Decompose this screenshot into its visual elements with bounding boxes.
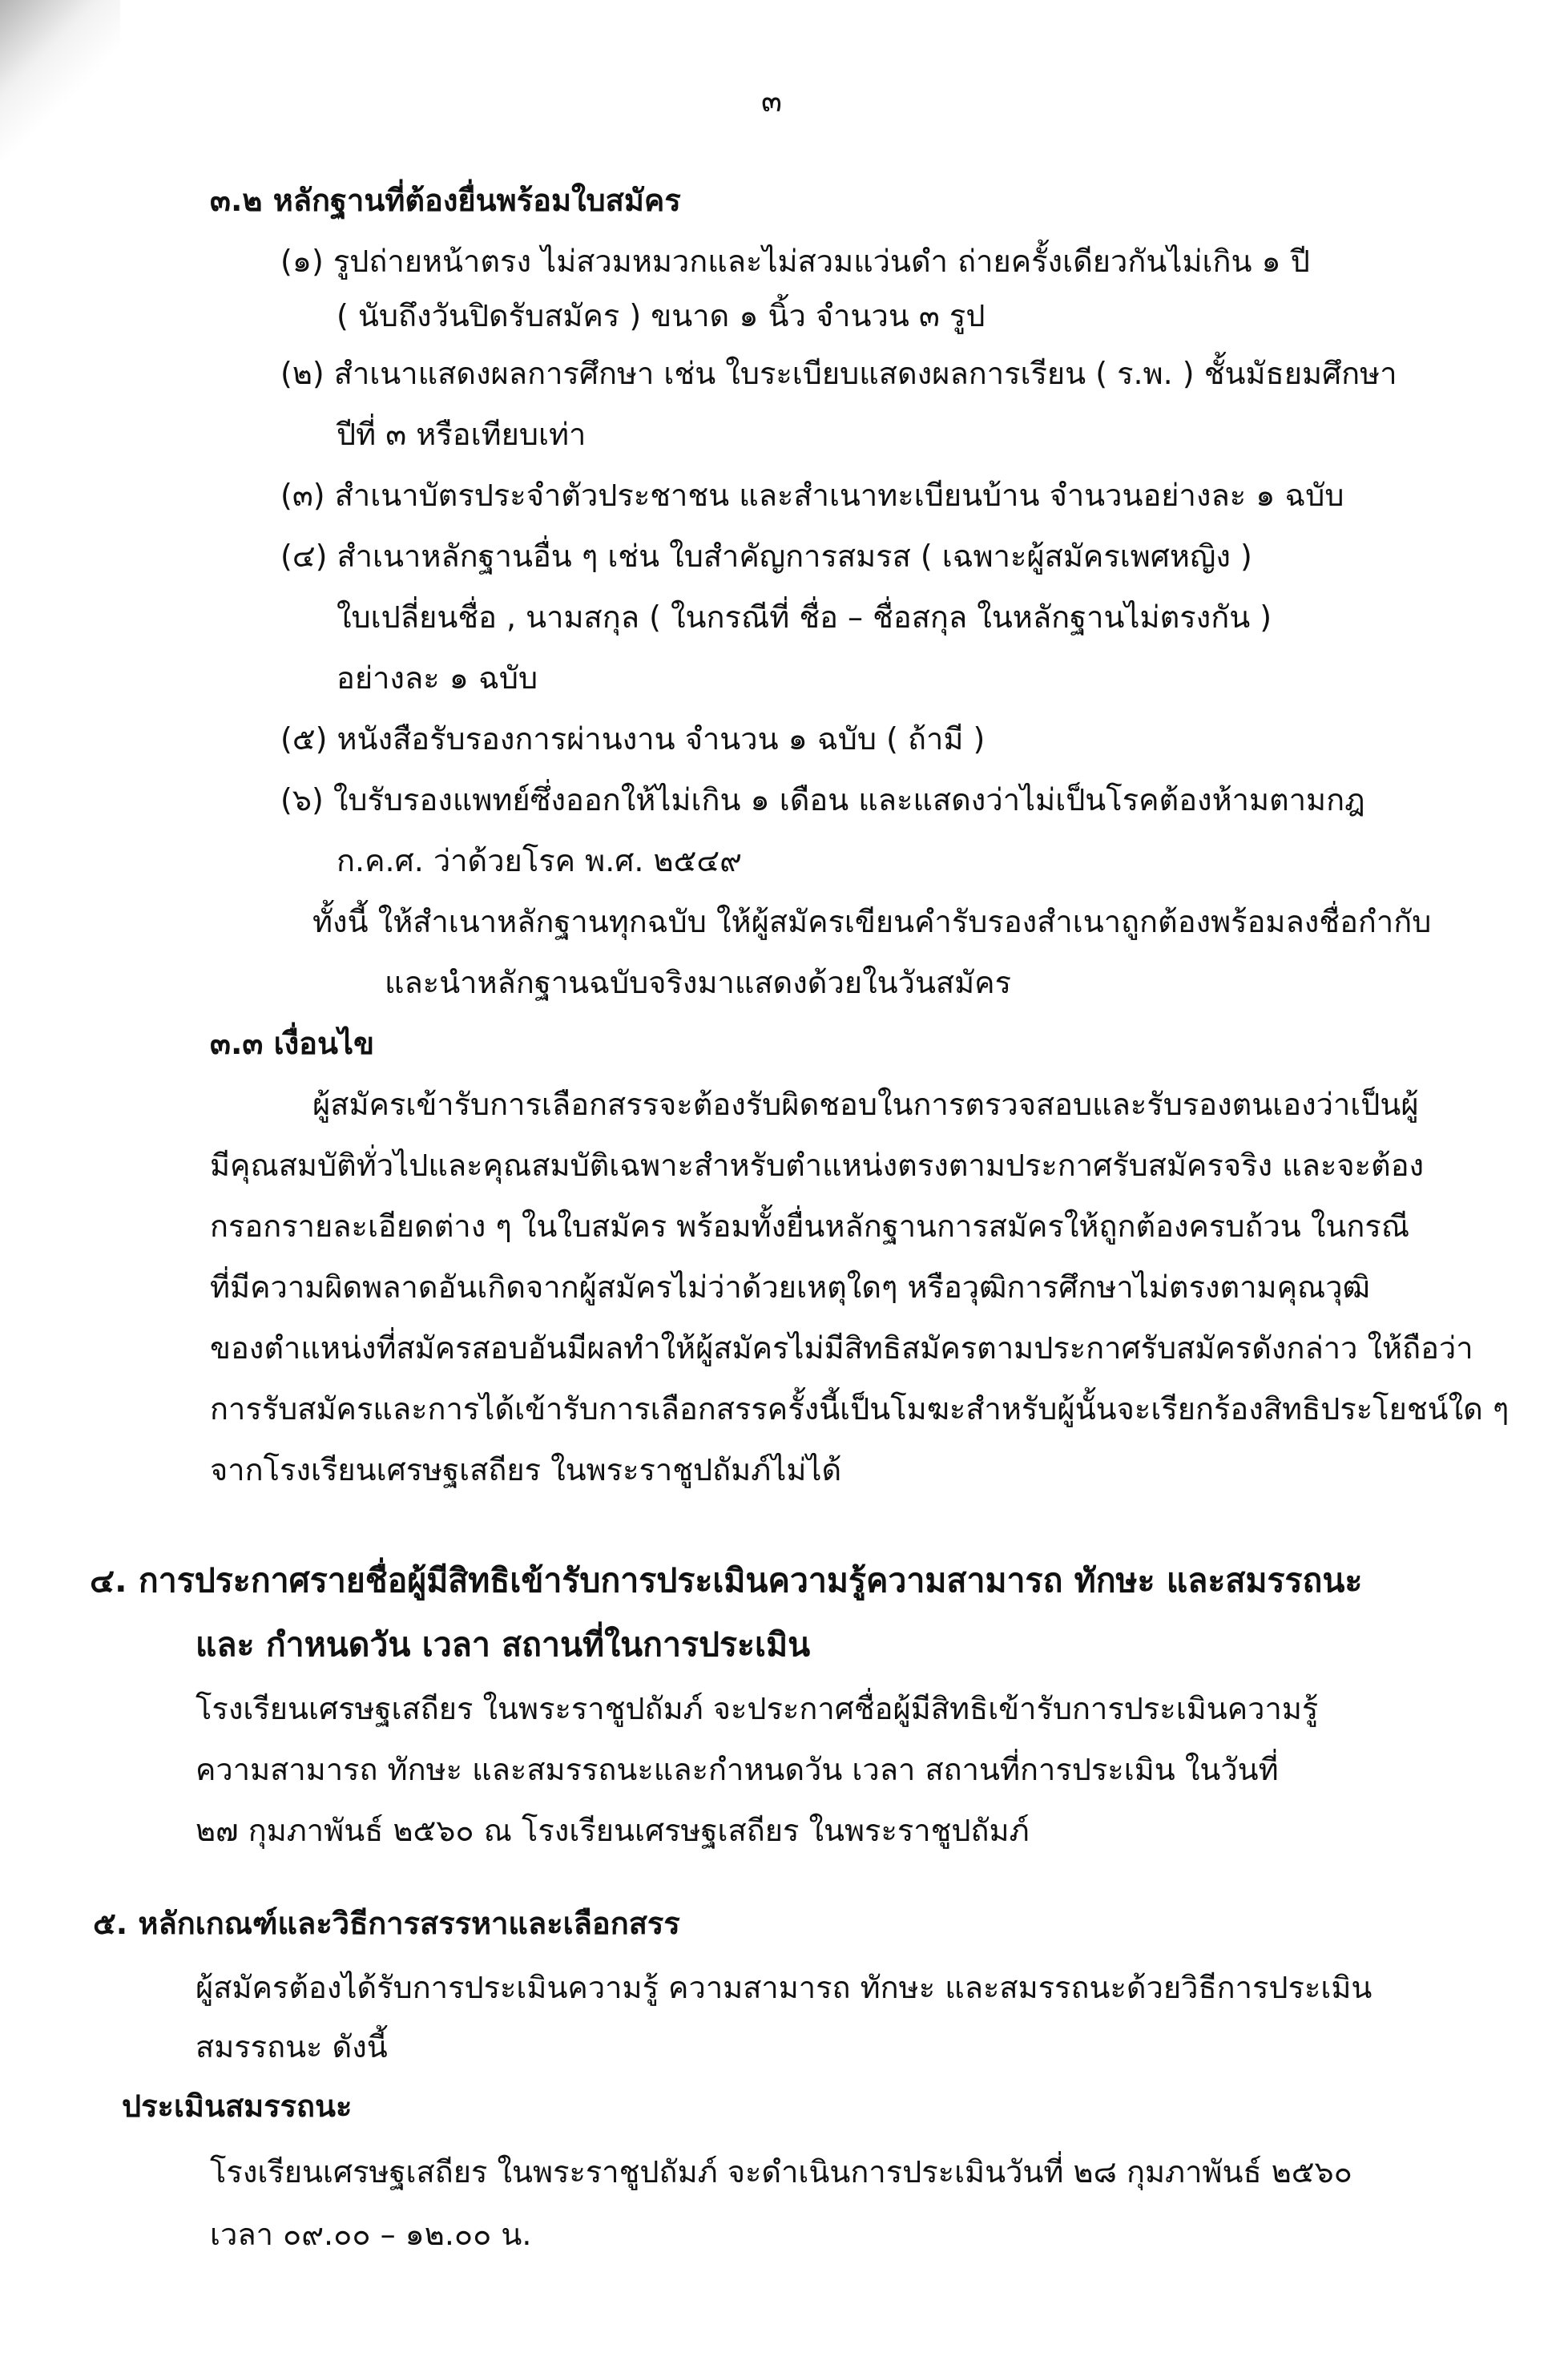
scan-edge-shadow: [0, 0, 120, 160]
paragraph-line: ของตำแหน่งที่สมัครสอบอันมีผลทำให้ผู้สมัครไม่มีสิทธิสมัครตามประกาศรับสมัครดังกล่าว ให้ถือว่า: [210, 1330, 1473, 1366]
section-5-heading: ๕. หลักเกณฑ์และวิธีการสรรหาและเลือกสรร: [93, 1906, 680, 1941]
list-item: (๖) ใบรับรองแพทย์ซึ่งออกให้ไม่เกิน ๑ เดือน และแสดงว่าไม่เป็นโรคต้องห้ามตามกฎ: [280, 782, 1365, 817]
list-item: (๒) สำเนาแสดงผลการศึกษา เช่น ใบระเบียบแสดงผลการเรียน ( ร.พ. ) ชั้นมัธยมศึกษา: [280, 356, 1397, 391]
section-4-heading: ๔. การประกาศรายชื่อผู้มีสิทธิเข้ารับการประเมินความรู้ความสามารถ ทักษะ และสมรรถนะ: [90, 1561, 1363, 1600]
paragraph-line: ผู้สมัครต้องได้รับการประเมินความรู้ ความสามารถ ทักษะ และสมรรถนะด้วยวิธีการประเมิน: [195, 1970, 1373, 2005]
paragraph-line: ความสามารถ ทักษะ และสมรรถนะและกำหนดวัน เวลา สถานที่การประเมิน ในวันที่: [195, 1752, 1279, 1787]
paragraph-line: การรับสมัครและการได้เข้ารับการเลือกสรรครั้งนี้เป็นโมฆะสำหรับผู้นั้นจะเรียกร้องสิทธิประโยชน์ใด ๆ: [210, 1391, 1510, 1427]
paragraph-line: โรงเรียนเศรษฐเสถียร ในพระราชูปถัมภ์ จะประกาศชื่อผู้มีสิทธิเข้ารับการประเมินความรู้: [195, 1691, 1319, 1726]
list-item: (๑) รูปถ่ายหน้าตรง ไม่สวมหมวกและไม่สวมแว่นดำ ถ่ายครั้งเดียวกันไม่เกิน ๑ ปี: [280, 244, 1310, 279]
list-item-continuation: ปีที่ ๓ หรือเทียบเท่า: [337, 417, 586, 452]
paragraph-line: ผู้สมัครเข้ารับการเลือกสรรจะต้องรับผิดชอบในการตรวจสอบและรับรองตนเองว่าเป็นผู้: [312, 1087, 1419, 1122]
section-3-2-heading: ๓.๒ หลักฐานที่ต้องยื่นพร้อมใบสมัคร: [210, 183, 681, 218]
paragraph-line: ที่มีความผิดพลาดอันเกิดจากผู้สมัครไม่ว่าด้วยเหตุใดๆ หรือวุฒิการศึกษาไม่ตรงตามคุณวุฒิ: [210, 1269, 1370, 1305]
list-item-continuation: ใบเปลี่ยนชื่อ , นามสกุล ( ในกรณีที่ ชื่อ – ชื่อสกุล ในหลักฐานไม่ตรงกัน ): [337, 599, 1272, 635]
paragraph-line: จากโรงเรียนเศรษฐเสถียร ในพระราชูปถัมภ์ไม่ได้: [210, 1452, 842, 1487]
list-item: (๓) สำเนาบัตรประจำตัวประชาชน และสำเนาทะเบียนบ้าน จำนวนอย่างละ ๑ ฉบับ: [280, 478, 1344, 513]
list-item-continuation: อย่างละ ๑ ฉบับ: [337, 660, 538, 696]
section-4-heading-continuation: และ กำหนดวัน เวลา สถานที่ในการประเมิน: [195, 1625, 811, 1664]
list-item-continuation: ก.ค.ศ. ว่าด้วยโรค พ.ศ. ๒๕๔๙: [337, 843, 742, 878]
note-line: ทั้งนี้ ให้สำเนาหลักฐานทุกฉบับ ให้ผู้สมัครเขียนคำรับรองสำเนาถูกต้องพร้อมลงชื่อกำกับ: [312, 904, 1432, 939]
note-line: และนำหลักฐานฉบับจริงมาแสดงด้วยในวันสมัคร: [385, 965, 1011, 1000]
paragraph-line: โรงเรียนเศรษฐเสถียร ในพระราชูปถัมภ์ จะดำเนินการประเมินวันที่ ๒๘ กุมภาพันธ์ ๒๕๖๐: [210, 2154, 1352, 2190]
paragraph-line: เวลา ๐๙.๐๐ – ๑๒.๐๐ น.: [210, 2217, 532, 2252]
list-item: (๕) หนังสือรับรองการผ่านงาน จำนวน ๑ ฉบับ ( ถ้ามี ): [280, 721, 986, 757]
paragraph-line: กรอกรายละเอียดต่าง ๆ ในใบสมัคร พร้อมทั้งยื่นหลักฐานการสมัครให้ถูกต้องครบถ้วน ในกรณี: [210, 1209, 1410, 1244]
paragraph-line: มีคุณสมบัติทั่วไปและคุณสมบัติเฉพาะสำหรับตำแหน่งตรงตามประกาศรับสมัครจริง และจะต้อง: [210, 1148, 1425, 1183]
list-item-continuation: ( นับถึงวันปิดรับสมัคร ) ขนาด ๑ นิ้ว จำนวน ๓ รูป: [337, 298, 986, 333]
paragraph-line: สมรรถนะ ดังนี้: [195, 2029, 388, 2064]
page-number: ๓: [761, 83, 782, 119]
section-3-3-heading: ๓.๓ เงื่อนไข: [210, 1026, 375, 1061]
sub-heading: ประเมินสมรรถนะ: [122, 2089, 353, 2124]
list-item: (๔) สำเนาหลักฐานอื่น ๆ เช่น ใบสำคัญการสมรส ( เฉพาะผู้สมัครเพศหญิง ): [280, 539, 1252, 574]
paragraph-line: ๒๗ กุมภาพันธ์ ๒๕๖๐ ณ โรงเรียนเศรษฐเสถียร ในพระราชูปถัมภ์: [195, 1813, 1030, 1848]
